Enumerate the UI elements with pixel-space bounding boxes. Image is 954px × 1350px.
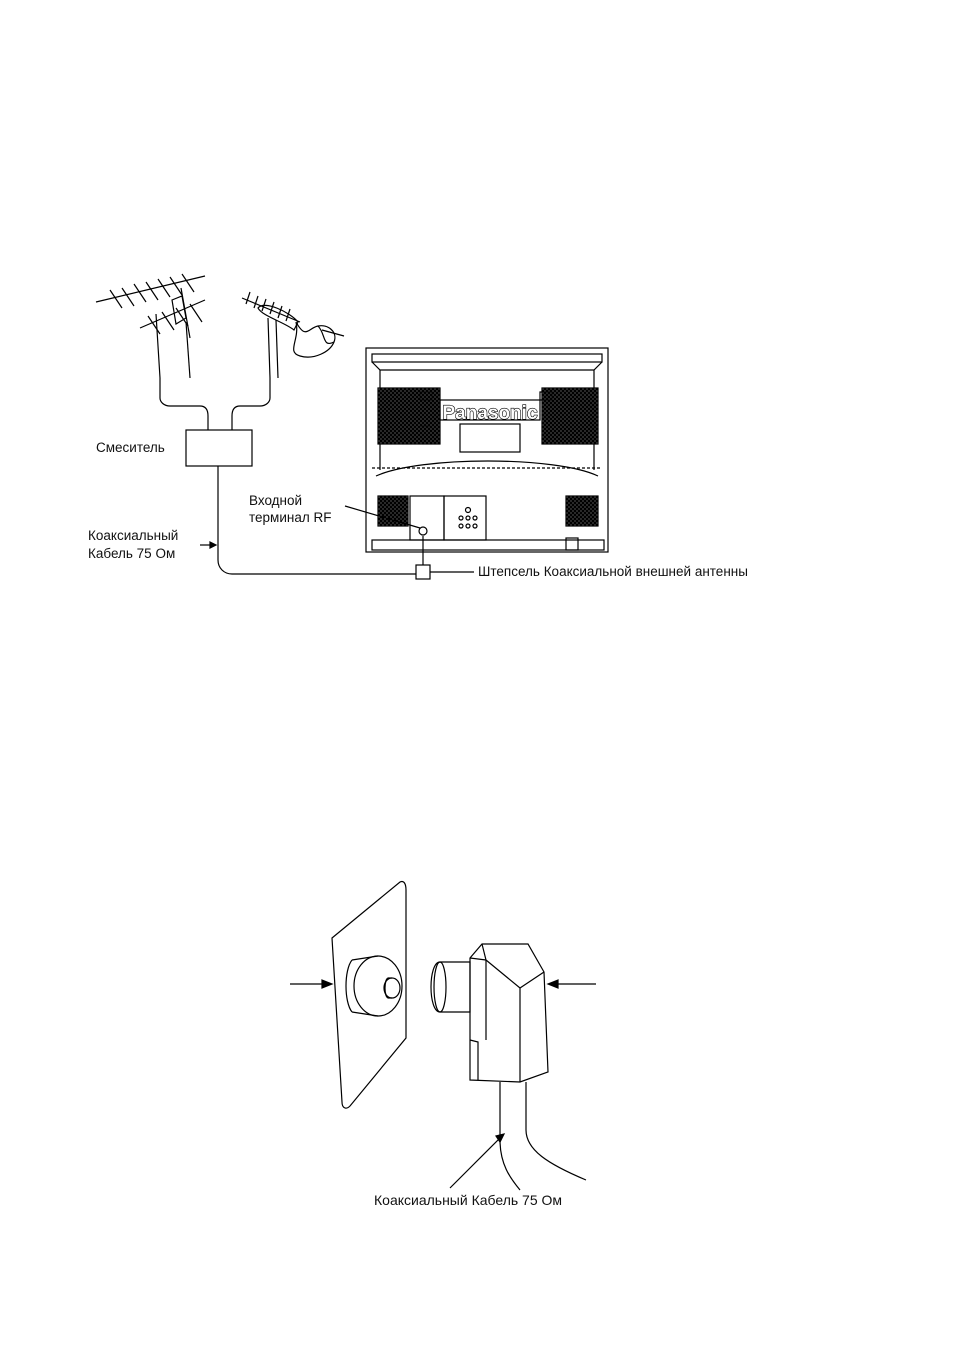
mixer-label: Смеситель [96,440,165,455]
coax-label-line1: Коаксиальный [88,528,179,543]
rf-terminal-label-line2: терминал RF [249,510,332,525]
coax-plug-connector [431,944,548,1082]
coax-cable-label: Коаксиальный Кабель 75 Ом [374,1192,563,1208]
rf-terminal-label-line1: Входной [249,493,303,508]
coax-label-line2: Кабель 75 Ом [88,546,176,561]
tv-brand-logo: Panasonic [442,403,538,424]
wall-socket-plate [332,881,406,1108]
antenna-plug-label: Штепсель Коаксиальной внешней антенны [478,564,748,579]
